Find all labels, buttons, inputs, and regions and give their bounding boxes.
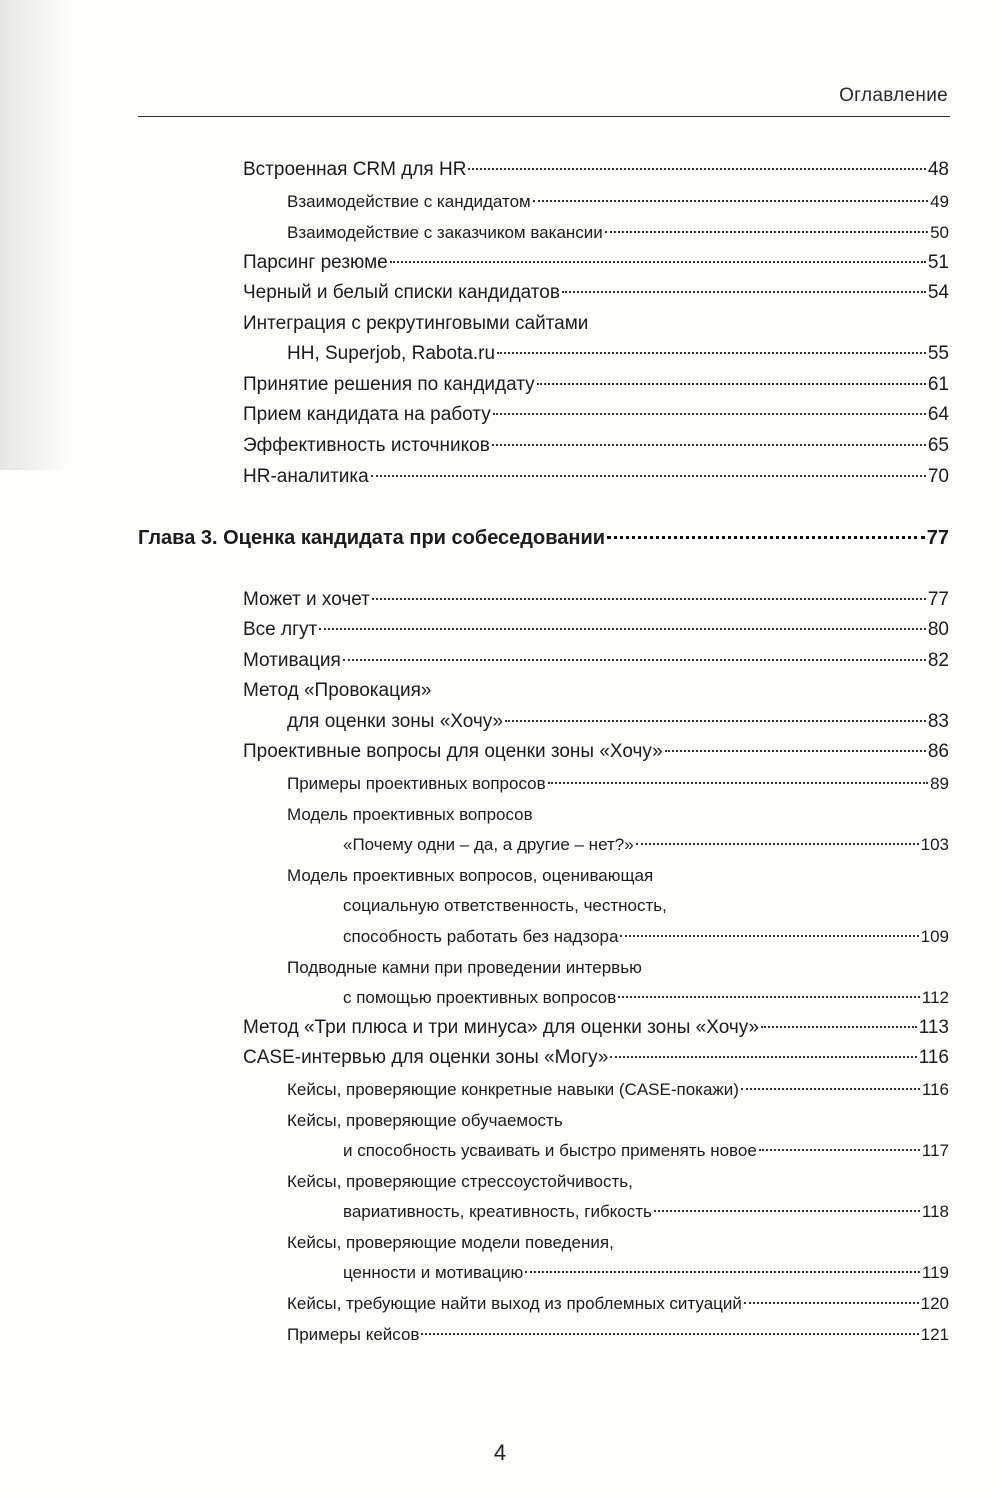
toc-entry-title: Взаимодействие с кандидатом — [287, 192, 531, 211]
toc-entry-title: Подводные камни при проведении интервью — [287, 958, 642, 977]
dot-leader — [741, 1088, 920, 1090]
toc-entry — [287, 802, 533, 828]
toc-entry — [243, 1045, 949, 1071]
toc-entry-title: Глава 3. Оценка кандидата при собеседовании — [138, 527, 606, 549]
toc-entry — [343, 1138, 949, 1164]
toc-entry-title: Прием кандидата на работу — [243, 404, 491, 425]
toc-entry — [287, 863, 653, 889]
toc-entry-page: 112 — [921, 988, 949, 1007]
toc-entry-title: Модель проективных вопросов — [287, 805, 533, 824]
toc-entry-page: 83 — [927, 711, 949, 732]
dot-leader — [605, 231, 928, 233]
toc-entry-page: 89 — [930, 774, 949, 793]
toc-entry-page: 54 — [927, 282, 949, 303]
page-header — [138, 80, 950, 117]
running-title: Оглавление — [839, 85, 948, 106]
dot-leader — [610, 1056, 916, 1058]
toc-entry — [243, 250, 949, 276]
toc-entry-page: 64 — [927, 404, 949, 425]
toc-chapter-entry — [138, 525, 949, 551]
toc-entry — [287, 1291, 949, 1317]
toc-entry-page: 120 — [920, 1294, 949, 1313]
toc-entry-title: HR-аналитика — [243, 466, 369, 487]
toc-entry-page: 86 — [927, 741, 949, 762]
toc-entry-title: Метод «Провокация» — [243, 680, 432, 701]
toc-entry-title: Интеграция с рекрутинговыми сайтами — [243, 313, 589, 334]
toc-entry-page: 116 — [921, 1080, 949, 1099]
toc-entry-page: 65 — [927, 435, 949, 456]
dot-leader — [665, 750, 926, 752]
toc-entry — [287, 341, 949, 367]
toc-entry-title: Кейсы, требующие найти выход из проблемных ситуаций — [287, 1294, 742, 1313]
toc-entry — [287, 220, 949, 246]
toc-entry — [243, 280, 949, 306]
dot-leader — [390, 261, 926, 263]
toc-entry-page: 70 — [927, 466, 949, 487]
toc-entry-title: Кейсы, проверяющие модели поведения, — [287, 1233, 614, 1252]
toc-entry — [243, 464, 949, 490]
dot-leader — [372, 598, 926, 600]
toc-entry — [343, 1260, 949, 1286]
toc-entry-title: Мотивация — [243, 650, 341, 671]
toc-entry — [243, 739, 949, 765]
dot-leader — [620, 935, 918, 937]
toc-entry-page: 77 — [927, 589, 949, 610]
toc-entry — [287, 955, 642, 981]
dot-leader — [525, 1271, 920, 1273]
toc-entry-page: 121 — [920, 1325, 949, 1344]
toc-entry-title: Встроенная CRM для HR — [243, 159, 467, 180]
dot-leader — [319, 628, 926, 630]
dot-leader — [759, 1149, 920, 1151]
dot-leader — [533, 200, 928, 202]
toc-entry-title: Кейсы, проверяющие стрессоустойчивость, — [287, 1172, 633, 1191]
toc-entry-title: социальную ответственность, честность, — [343, 896, 667, 915]
dot-leader — [654, 1210, 920, 1212]
dot-leader — [497, 352, 926, 354]
toc-entry — [243, 617, 949, 643]
toc-entry-page: 51 — [927, 252, 949, 273]
dot-leader — [636, 843, 919, 845]
toc-entry-title: Примеры кейсов — [287, 1325, 420, 1344]
dot-leader — [548, 782, 928, 784]
toc-entry-page: 118 — [921, 1202, 949, 1221]
toc-entry-title: способность работать без надзора — [343, 927, 619, 946]
toc-entry-page: 116 — [918, 1047, 949, 1068]
toc-entry-title: Принятие решения по кандидату — [243, 374, 535, 395]
toc-entry-page: 113 — [918, 1017, 949, 1038]
toc-entry-title: вариативность, креативность, гибкость — [343, 1202, 652, 1221]
toc-entry — [343, 924, 949, 950]
toc-entry-title: и способность усваивать и быстро применять новое — [343, 1141, 757, 1160]
toc-entry-page: 61 — [927, 374, 949, 395]
toc-entry — [287, 1322, 949, 1348]
toc-entry — [287, 771, 949, 797]
toc-entry-title: Все лгут — [243, 619, 318, 640]
toc-entry-title: Проективные вопросы для оценки зоны «Хочу» — [243, 741, 663, 762]
page-number: 4 — [493, 1440, 507, 1465]
toc-entry-title: Модель проективных вопросов, оценивающая — [287, 866, 654, 885]
toc-entry-title: Кейсы, проверяющие обучаемость — [287, 1111, 563, 1130]
toc-entry-title: с помощью проективных вопросов — [343, 988, 617, 1007]
toc-entry-page: 119 — [921, 1263, 949, 1282]
toc-entry — [343, 832, 949, 858]
dot-leader — [468, 168, 925, 170]
toc-entry-title: Черный и белый списки кандидатов — [243, 282, 560, 303]
dot-leader — [761, 1026, 917, 1028]
toc-entry-title: Эффективность источников — [243, 435, 490, 456]
toc-entry — [287, 709, 949, 735]
scan-shadow — [0, 0, 70, 470]
toc-entry — [243, 372, 949, 398]
toc-entry-page: 77 — [926, 527, 949, 549]
dot-leader — [371, 475, 926, 477]
dot-leader — [492, 444, 926, 446]
toc-entry — [287, 1169, 633, 1195]
toc-entry — [243, 587, 949, 613]
toc-entry — [243, 648, 949, 674]
toc-entry — [343, 893, 667, 919]
toc-entry-page: 50 — [930, 223, 949, 242]
toc-entry — [243, 157, 949, 183]
toc-entry — [343, 1199, 949, 1225]
toc-entry-title: Парсинг резюме — [243, 252, 388, 273]
toc-entry — [287, 1077, 949, 1103]
toc-entry-page: 49 — [930, 192, 949, 211]
dot-leader — [421, 1333, 918, 1335]
toc-entry — [343, 985, 949, 1011]
toc-entry — [287, 1230, 614, 1256]
toc-entry — [287, 189, 949, 215]
toc-entry — [243, 311, 588, 337]
dot-leader — [537, 383, 926, 385]
toc-entry-title: Кейсы, проверяющие конкретные навыки (CASE-покажи) — [287, 1080, 739, 1099]
toc-entry-page: 55 — [927, 343, 949, 364]
dot-leader — [744, 1302, 919, 1304]
toc-entry-title: для оценки зоны «Хочу» — [287, 711, 504, 732]
toc-entry — [243, 433, 949, 459]
dot-leader — [505, 720, 926, 722]
toc-entry-page: 117 — [921, 1141, 949, 1160]
toc-entry-title: Метод «Три плюса и три минуса» для оценки зоны «Хочу» — [243, 1017, 760, 1038]
toc-entry — [287, 1108, 563, 1134]
dot-leader — [562, 291, 926, 293]
toc-entry — [243, 1015, 949, 1041]
toc-entry-title: «Почему одни – да, а другие – нет?» — [343, 835, 634, 854]
toc-entry-title: Взаимодействие с заказчиком вакансии — [287, 223, 603, 242]
toc-entry-title: CASE-интервью для оценки зоны «Могу» — [243, 1047, 609, 1068]
toc-entry-title: ценности и мотивацию — [343, 1263, 524, 1282]
toc-entry-page: 80 — [927, 619, 949, 640]
toc-entry — [243, 678, 431, 704]
toc-entry — [243, 402, 949, 428]
toc-entry-page: 48 — [927, 159, 949, 180]
dot-leader — [343, 659, 926, 661]
dot-leader — [493, 413, 926, 415]
toc-entry-page: 103 — [920, 835, 949, 854]
toc-entry-title: HH, Superjob, Rabota.ru — [287, 343, 496, 364]
toc-entry-page: 109 — [920, 927, 949, 946]
dot-leader — [618, 996, 920, 998]
dot-leader — [607, 536, 925, 539]
toc-entry-title: Примеры проективных вопросов — [287, 774, 546, 793]
toc-entry-page: 82 — [927, 650, 949, 671]
toc-entry-title: Может и хочет — [243, 589, 370, 610]
